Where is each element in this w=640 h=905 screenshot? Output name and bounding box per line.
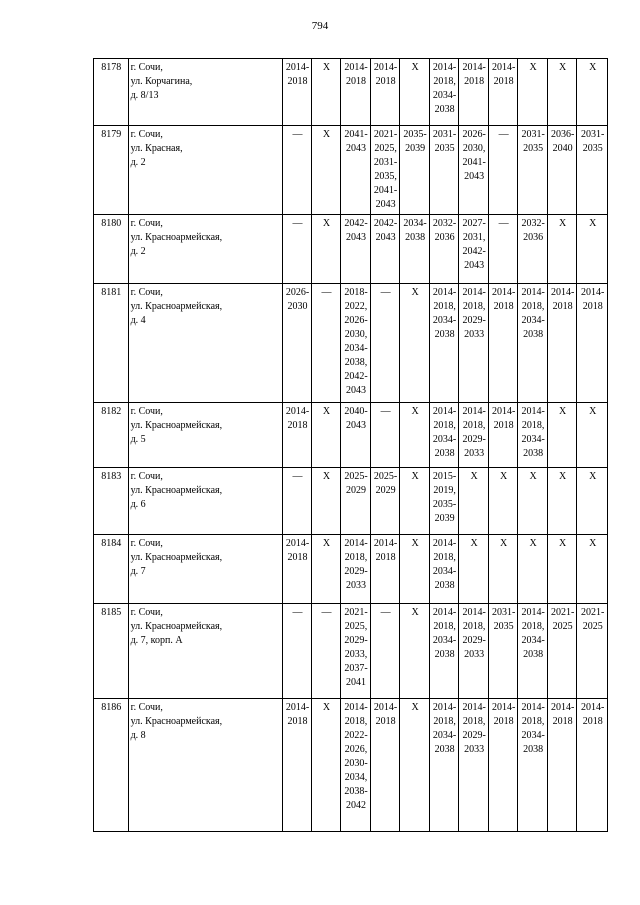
period-cell: 2014- 2018 <box>283 59 311 126</box>
record-number: 8182 <box>94 403 129 468</box>
period-cell: 2021- 2025, 2029- 2033, 2037- 2041 <box>341 604 371 699</box>
address-cell: г. Сочи, ул. Красноармейская, д. 7, корп. А <box>128 604 283 699</box>
period-cell: 2034- 2038 <box>400 215 430 284</box>
period-cell: X <box>400 284 430 403</box>
table-body <box>94 59 608 832</box>
address-cell: г. Сочи, ул. Красноармейская, д. 8 <box>128 699 283 832</box>
table-row <box>94 604 608 699</box>
period-cell: 2014- 2018, 2029- 2033 <box>459 699 489 832</box>
period-cell: X <box>311 215 341 284</box>
period-cell: 2014- 2018, 2034- 2038 <box>429 284 459 403</box>
period-cell: 2014- 2018, 2034- 2038 <box>518 604 548 699</box>
page-number: 794 <box>311 20 329 32</box>
period-cell: — <box>370 604 400 699</box>
period-cell: 2035- 2039 <box>400 126 430 215</box>
period-cell: X <box>311 59 341 126</box>
period-cell: X <box>488 468 518 535</box>
table-row <box>94 468 608 535</box>
period-cell: 2014- 2018, 2029- 2033 <box>459 604 489 699</box>
period-cell: 2014- 2018, 2034- 2038 <box>429 59 459 126</box>
table-row <box>94 215 608 284</box>
period-cell: 2032- 2036 <box>429 215 459 284</box>
address-cell: г. Сочи, ул. Красноармейская, д. 6 <box>128 468 283 535</box>
period-cell: X <box>311 699 341 832</box>
period-cell: 2014- 2018, 2029- 2033 <box>341 535 371 604</box>
period-cell: 2014- 2018 <box>370 699 400 832</box>
period-cell: 2014- 2018, 2034- 2038 <box>429 403 459 468</box>
period-cell: 2014- 2018 <box>370 535 400 604</box>
period-cell: X <box>459 535 489 604</box>
period-cell: X <box>400 468 430 535</box>
period-cell: 2021- 2025, 2031- 2035, 2041- 2043 <box>370 126 400 215</box>
period-cell: — <box>370 284 400 403</box>
period-cell: X <box>577 468 608 535</box>
address-cell: г. Сочи, ул. Красноармейская, д. 4 <box>128 284 283 403</box>
period-cell: 2025- 2029 <box>341 468 371 535</box>
period-cell: X <box>577 535 608 604</box>
record-number: 8178 <box>94 59 129 126</box>
period-cell: X <box>577 59 608 126</box>
period-cell: X <box>547 403 577 468</box>
period-cell: 2014- 2018 <box>283 403 311 468</box>
period-cell: X <box>547 468 577 535</box>
period-cell: — <box>283 215 311 284</box>
period-cell: 2014- 2018 <box>488 699 518 832</box>
period-cell: — <box>283 604 311 699</box>
period-cell: 2041- 2043 <box>341 126 371 215</box>
address-cell: г. Сочи, ул. Красная, д. 2 <box>128 126 283 215</box>
period-cell: 2025- 2029 <box>370 468 400 535</box>
address-cell: г. Сочи, ул. Корчагина, д. 8/13 <box>128 59 283 126</box>
period-cell: 2015- 2019, 2035- 2039 <box>429 468 459 535</box>
period-cell: X <box>518 59 548 126</box>
period-cell: 2031- 2035 <box>488 604 518 699</box>
period-cell: X <box>400 59 430 126</box>
period-cell: 2032- 2036 <box>518 215 548 284</box>
period-cell: 2014- 2018, 2034- 2038 <box>518 699 548 832</box>
period-cell: — <box>488 215 518 284</box>
table-row <box>94 699 608 832</box>
period-cell: 2042- 2043 <box>341 215 371 284</box>
period-cell: 2014- 2018, 2029- 2033 <box>459 403 489 468</box>
period-cell: X <box>547 535 577 604</box>
period-cell: 2036- 2040 <box>547 126 577 215</box>
period-cell: — <box>283 126 311 215</box>
period-cell: X <box>547 59 577 126</box>
period-cell: 2042- 2043 <box>370 215 400 284</box>
period-cell: 2014- 2018, 2034- 2038 <box>518 403 548 468</box>
table-row <box>94 535 608 604</box>
record-number: 8185 <box>94 604 129 699</box>
period-cell: — <box>488 126 518 215</box>
period-cell: 2014- 2018, 2034- 2038 <box>429 604 459 699</box>
period-cell: — <box>370 403 400 468</box>
record-number: 8179 <box>94 126 129 215</box>
period-cell: 2021- 2025 <box>547 604 577 699</box>
period-cell: — <box>311 604 341 699</box>
period-cell: 2014- 2018 <box>547 284 577 403</box>
period-cell: 2026- 2030 <box>283 284 311 403</box>
period-cell: 2014- 2018 <box>283 535 311 604</box>
period-cell: X <box>400 535 430 604</box>
period-cell: 2014- 2018, 2029- 2033 <box>459 284 489 403</box>
period-cell: 2014- 2018 <box>488 59 518 126</box>
period-cell: X <box>400 699 430 832</box>
period-cell: 2018- 2022, 2026- 2030, 2034- 2038, 2042- 2043 <box>341 284 371 403</box>
period-cell: 2031- 2035 <box>577 126 608 215</box>
period-cell: 2014- 2018, 2022- 2026, 2030- 2034, 2038- 2042 <box>341 699 371 832</box>
period-cell: 2014- 2018, 2034- 2038 <box>518 284 548 403</box>
period-cell: X <box>311 468 341 535</box>
period-cell: X <box>547 215 577 284</box>
period-cell: X <box>400 604 430 699</box>
period-cell: 2027- 2031, 2042- 2043 <box>459 215 489 284</box>
record-number: 8184 <box>94 535 129 604</box>
period-cell: X <box>311 403 341 468</box>
period-cell: X <box>518 535 548 604</box>
record-number: 8183 <box>94 468 129 535</box>
period-cell: 2014- 2018, 2034- 2038 <box>429 699 459 832</box>
table-row <box>94 126 608 215</box>
period-cell: 2026- 2030, 2041- 2043 <box>459 126 489 215</box>
period-cell: 2014- 2018 <box>370 59 400 126</box>
period-cell: X <box>400 403 430 468</box>
period-cell: 2014- 2018 <box>341 59 371 126</box>
record-number: 8180 <box>94 215 129 284</box>
period-cell: 2031- 2035 <box>429 126 459 215</box>
period-cell: 2040- 2043 <box>341 403 371 468</box>
table-row <box>94 403 608 468</box>
period-cell: 2021- 2025 <box>577 604 608 699</box>
period-cell: 2014- 2018 <box>577 284 608 403</box>
period-cell: X <box>488 535 518 604</box>
period-cell: 2014- 2018 <box>577 699 608 832</box>
period-cell: 2014- 2018 <box>459 59 489 126</box>
address-cell: г. Сочи, ул. Красноармейская, д. 5 <box>128 403 283 468</box>
table-row <box>94 59 608 126</box>
period-cell: X <box>311 535 341 604</box>
period-cell: X <box>518 468 548 535</box>
period-cell: — <box>311 284 341 403</box>
record-number: 8181 <box>94 284 129 403</box>
registry-table <box>93 58 608 832</box>
record-number: 8186 <box>94 699 129 832</box>
address-cell: г. Сочи, ул. Красноармейская, д. 2 <box>128 215 283 284</box>
period-cell: 2031- 2035 <box>518 126 548 215</box>
period-cell: X <box>311 126 341 215</box>
address-cell: г. Сочи, ул. Красноармейская, д. 7 <box>128 535 283 604</box>
period-cell: X <box>459 468 489 535</box>
period-cell: — <box>283 468 311 535</box>
period-cell: X <box>577 403 608 468</box>
period-cell: 2014- 2018 <box>488 403 518 468</box>
period-cell: 2014- 2018, 2034- 2038 <box>429 535 459 604</box>
period-cell: 2014- 2018 <box>547 699 577 832</box>
period-cell: 2014- 2018 <box>283 699 311 832</box>
table-row <box>94 284 608 403</box>
period-cell: X <box>577 215 608 284</box>
period-cell: 2014- 2018 <box>488 284 518 403</box>
